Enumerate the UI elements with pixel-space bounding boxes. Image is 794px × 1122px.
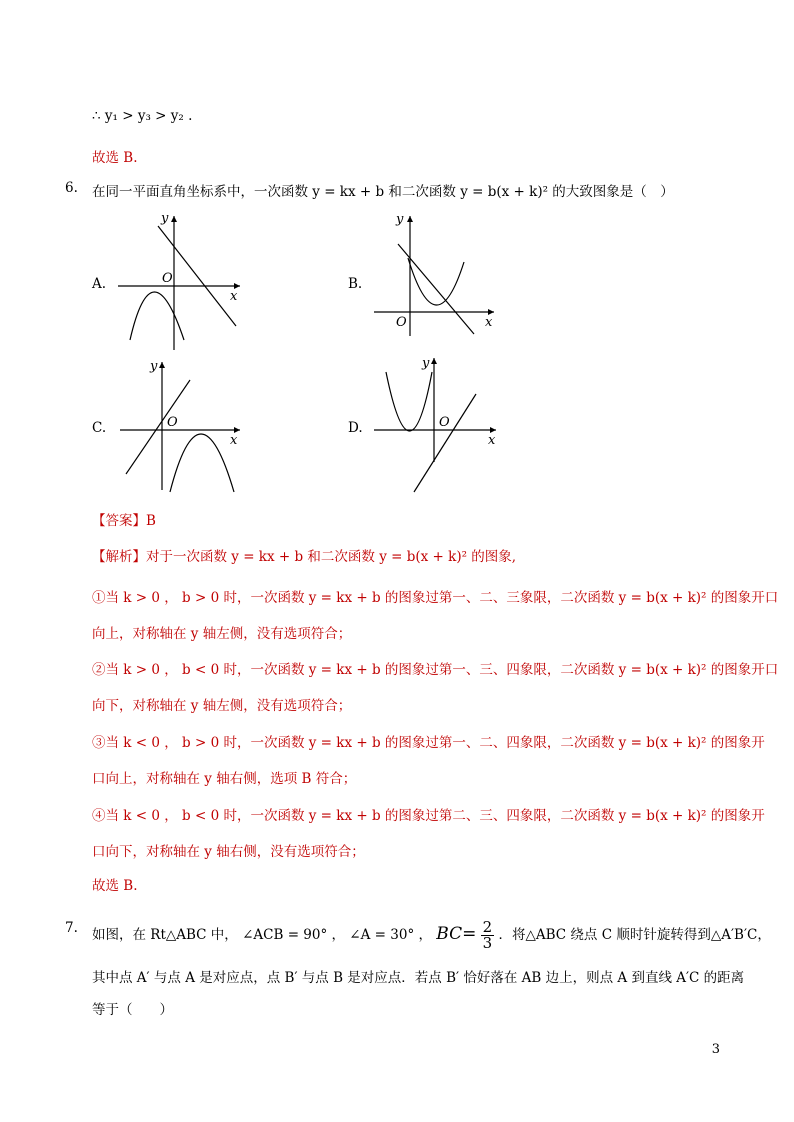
option-d-label: D. bbox=[348, 420, 363, 436]
q6-answer: 【答案】B bbox=[92, 513, 156, 529]
q6-analysis-intro: 【解析】对于一次函数 y = kx + b 和二次函数 y = b(x + k)² 的图象, bbox=[92, 549, 517, 565]
q7-bc-label: BC= bbox=[436, 924, 477, 944]
graph-c-y-label: y bbox=[150, 359, 158, 374]
case-4-line-1: ④当 k < 0 ， b < 0 时，一次函数 y = kx + b 的图象过第二、三、四象限，二次函数 y = b(x + k)² 的图象开 bbox=[92, 808, 765, 824]
graph-c-parabola bbox=[170, 434, 234, 492]
q7-fraction bbox=[481, 920, 495, 951]
q7-frac-den: 3 bbox=[482, 934, 493, 952]
q7-number: 7. bbox=[65, 920, 78, 936]
graph-a bbox=[118, 212, 248, 352]
graph-a-x-label: x bbox=[230, 289, 238, 304]
prev-select: 故选 B. bbox=[92, 150, 138, 166]
case-2-line-1: ②当 k > 0 ， b < 0 时，一次函数 y = kx + b 的图象过第一、三、四象限，二次函数 y = b(x + k)² 的图象开口 bbox=[92, 662, 779, 678]
case-1-line-1: ①当 k > 0 ， b > 0 时，一次函数 y = kx + b 的图象过第一、二、三象限，二次函数 y = b(x + k)² 的图象开口 bbox=[92, 590, 779, 606]
graph-b-y-label: y bbox=[396, 212, 404, 227]
graph-a-y-label: y bbox=[161, 212, 169, 226]
option-a-label: A. bbox=[92, 276, 107, 292]
graph-a-origin: O bbox=[162, 271, 173, 286]
graph-d-origin: O bbox=[439, 415, 450, 430]
graph-c-origin: O bbox=[167, 415, 178, 430]
case-3-line-1: ③当 k < 0 ， b > 0 时，一次函数 y = kx + b 的图象过第一、二、四象限，二次函数 y = b(x + k)² 的图象开 bbox=[92, 735, 765, 751]
q7-line-1 bbox=[92, 920, 771, 951]
q7-line-1-b: ．将△ABC 绕点 C 顺时针旋转得到△A′B′C， bbox=[498, 927, 771, 943]
case-4-line-2: 口向下，对称轴在 y 轴右侧，没有选项符合； bbox=[92, 844, 365, 860]
q7-frac-num: 2 bbox=[482, 918, 493, 936]
prev-inequality: ∴ y₁ > y₃ > y₂ . bbox=[92, 108, 193, 124]
graph-b bbox=[372, 210, 502, 340]
q6-stem: 在同一平面直角坐标系中，一次函数 y = kx + b 和二次函数 y = b(x + k)² 的大致图象是（ ） bbox=[92, 184, 674, 200]
graph-b-line bbox=[398, 244, 474, 334]
graph-d-parabola bbox=[386, 372, 432, 431]
q6-number: 6. bbox=[65, 180, 78, 196]
q7-line-1-a: 如图，在 Rt△ABC 中， ∠ACB = 90° ， ∠A = 30° ， bbox=[92, 927, 432, 943]
option-c-label: C. bbox=[92, 420, 107, 436]
q6-select: 故选 B. bbox=[92, 878, 138, 894]
graph-b-origin: O bbox=[396, 315, 407, 330]
q7-line-3: 等于（ ） bbox=[92, 1002, 173, 1018]
q7-line-2: 其中点 A′ 与点 A 是对应点，点 B′ 与点 B 是对应点．若点 B′ 恰好落在 AB 边上，则点 A 到直线 A′C 的距离 bbox=[92, 970, 745, 986]
case-3-line-2: 口向上，对称轴在 y 轴右侧，选项 B 符合； bbox=[92, 771, 357, 787]
option-b-label: B. bbox=[348, 276, 363, 292]
page-number: 3 bbox=[711, 1042, 720, 1057]
graph-c-x-label: x bbox=[230, 433, 238, 448]
graph-d bbox=[372, 354, 502, 499]
graph-a-parabola bbox=[130, 292, 184, 340]
case-1-line-2: 向上，对称轴在 y 轴左侧，没有选项符合； bbox=[92, 626, 352, 642]
graph-d-y-label: y bbox=[422, 356, 430, 371]
graph-c bbox=[118, 356, 248, 496]
graph-b-x-label: x bbox=[485, 315, 493, 330]
case-2-line-2: 向下，对称轴在 y 轴左侧，没有选项符合； bbox=[92, 698, 352, 714]
graph-d-x-label: x bbox=[488, 433, 496, 448]
